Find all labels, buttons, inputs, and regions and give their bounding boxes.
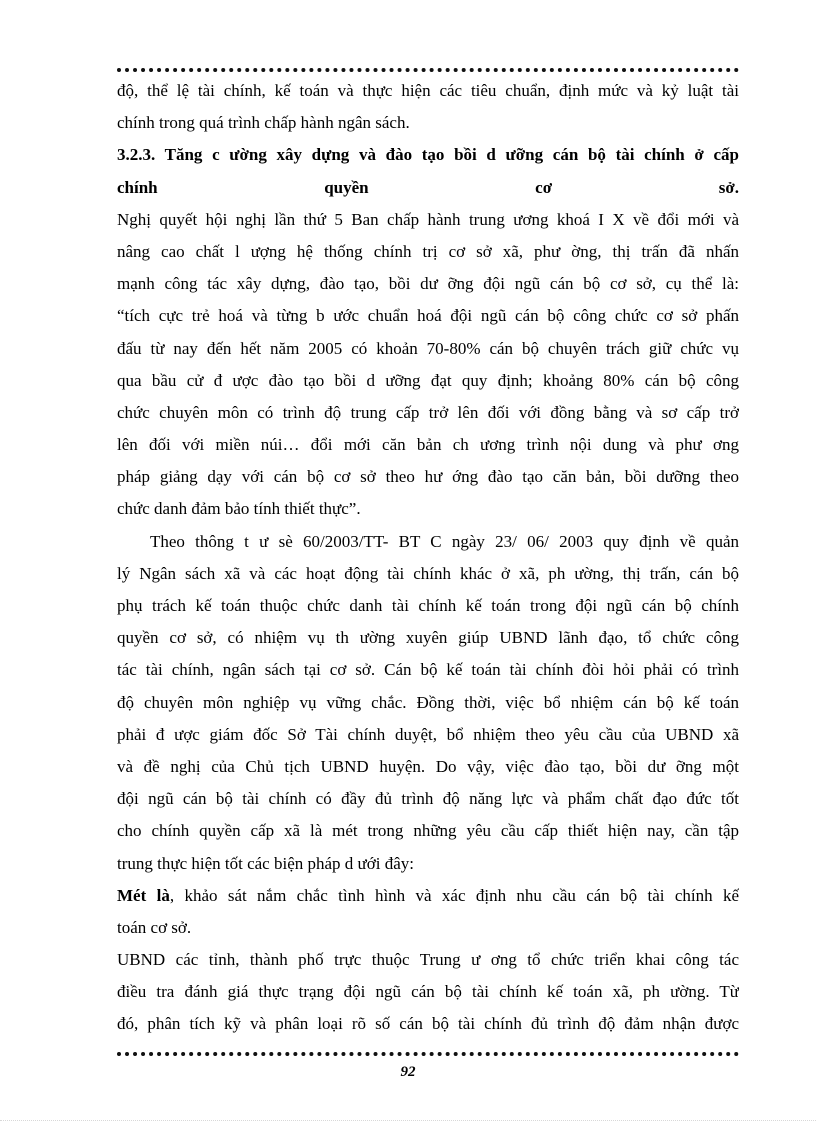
text-line: đấu từ nay đến hết năm 2005 có khoản 70-80% cán bộ chuyên trách giữ chức vụ: [117, 338, 739, 358]
section-heading: 3.2.3. Tăng c ường xây dựng và đào tạo bồi d ưỡng cán bộ tài chính ở cấp: [117, 145, 739, 165]
text-line: và đề nghị của Chủ tịch UBND huyện. Do vậy, việc đào tạo, bồi dư ỡng một: [117, 756, 739, 776]
top-dotted-rule: [117, 68, 739, 72]
text-line: quyền cơ sở, có nhiệm vụ th ường xuyên giúp UBND lãnh đạo, tổ chức công: [117, 628, 739, 648]
text-line: chức chuyên môn có trình độ trung cấp trở lên đối với đồng bằng và sơ cấp trở: [117, 402, 739, 422]
page-edge-rule: [0, 1120, 816, 1121]
text-line: lên đối với miền núi… đổi mới căn bản ch ương trình nội dung và phư ơng: [117, 435, 739, 455]
text-line: điều tra đánh giá thực trạng đội ngũ cán bộ tài chính kế toán xã, ph ường. Từ: [117, 982, 739, 1002]
text-line: độ chuyên môn nghiệp vụ vững chắc. Đồng thời, việc bổ nhiệm cán bộ kế toán: [117, 692, 739, 712]
bottom-dotted-rule: [117, 1052, 739, 1056]
text-line: UBND các tỉnh, thành phố trực thuộc Trung ư ơng tổ chức triển khai công tác: [117, 950, 739, 970]
text-line-rest: khảo sát nắm chắc tình hình và xác định nhu cầu cán bộ tài chính kế: [184, 885, 739, 905]
text-line: cho chính quyền cấp xã là mét trong những yêu cầu cấp thiết hiện nay, cần tập: [117, 821, 739, 841]
text-line: nâng cao chất l ượng hệ thống chính trị cơ sở xã, phư ờng, thị trấn đã nhấn: [117, 241, 739, 261]
text-line: trung thực hiện tốt các biện pháp d ưới đây:: [117, 853, 414, 873]
section-heading: chính quyền cơ sở.: [117, 177, 739, 197]
text-line: Mét là, khảo sát nắm chắc tình hình và xác định nhu cầu cán bộ tài chính kế: [117, 885, 739, 905]
text-line: phụ trách kế toán thuộc chức danh tài chính kế toán trong đội ngũ cán bộ chính: [117, 596, 739, 615]
page-number: 92: [400, 1064, 416, 1080]
text-line: độ, thể lệ tài chính, kế toán và thực hiện các tiêu chuẩn, định mức và kỷ luật tài: [117, 81, 739, 100]
text-line: lý Ngân sách xã và các hoạt động tài chính khác ở xã, ph ường, thị trấn, cán bộ: [117, 563, 739, 583]
paragraph-first-line: Theo thông t ư sè 60/2003/TT- BT C ngày 23/ 06/ 2003 quy định về quản: [150, 531, 739, 551]
text-line: tác tài chính, ngân sách tại cơ sở. Cán bộ kế toán tài chính đòi hỏi phải có trình: [117, 660, 739, 680]
document-body: [117, 75, 739, 1041]
text-line: “tích cực trẻ hoá và từng b ước chuẩn hoá đội ngũ cán bộ công chức cơ sở phấn: [117, 306, 739, 326]
text-line: mạnh công tác xây dựng, đào tạo, bồi dư ỡng đội ngũ cán bộ cơ sở, cụ thể là:: [117, 274, 739, 294]
text-line: đó, phân tích kỹ và phân loại rõ số cán bộ tài chính đủ trình độ đảm nhận được: [117, 1014, 739, 1034]
lead-in-label: Mét là: [117, 885, 170, 905]
text-line: qua bầu cử đ ược đào tạo bồi d ưỡng đạt quy định; khoảng 80% cán bộ công: [117, 370, 739, 390]
text-line: pháp giảng dạy với cán bộ cơ sở theo hư ớng đào tạo căn bản, bồi dưỡng theo: [117, 467, 739, 487]
text-line: toán cơ sở.: [117, 917, 192, 937]
text-line: phải đ ược giám đốc Sở Tài chính duyệt, bổ nhiệm theo yêu cầu của UBND xã: [117, 724, 739, 744]
text-line: chính trong quá trình chấp hành ngân sách.: [117, 113, 410, 133]
text-line: chức danh đảm bảo tính thiết thực”.: [117, 499, 361, 519]
text-line: đội ngũ cán bộ tài chính có đầy đủ trình độ năng lực và phẩm chất đạo đức tốt: [117, 789, 739, 809]
text-line: Nghị quyết hội nghị lần thứ 5 Ban chấp hành trung ương khoá I X về đổi mới và: [117, 209, 739, 229]
